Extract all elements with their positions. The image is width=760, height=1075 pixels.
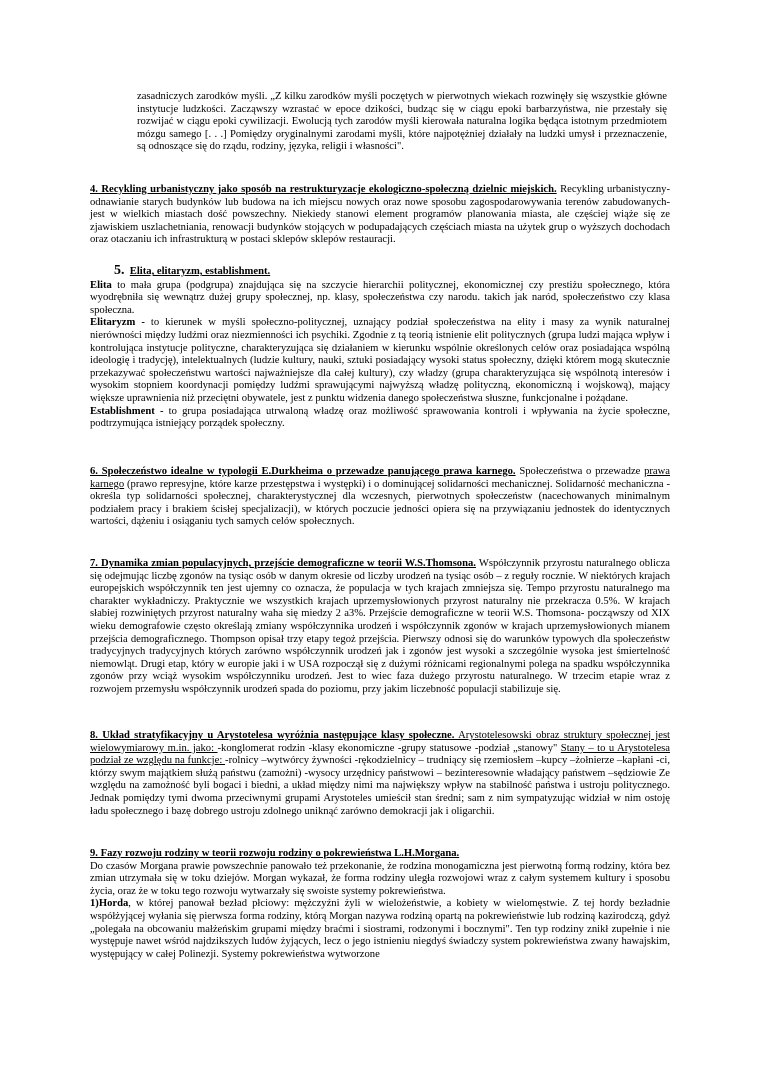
- section-5-number: 5.: [114, 263, 125, 278]
- elitaryzm-paragraph: [90, 317, 670, 405]
- section-6-body-2: (prawo represyjne, które karze przestępstwa i występki) i o dominującej solidarności mechanicznej. Solidarność mechaniczna - określa typ solidarności społecznej, charakterystycznej dla wczesnych, pierwotnych społeczeństw (nacechowanych minimalnym podziałem pracy i brakiem ścisłej specjalizacji), w których poczucie jedności opiera się na przywiązaniu jednostek do identycznych wartości, dążeniu i osiąganiu tych samych celów społecznych.: [90, 478, 670, 528]
- section-7-paragraph: [90, 558, 670, 697]
- section-8-heading: 8. Układ stratyfikacyjny u Arystotelesa wyróżnia następujące klasy społeczne.: [90, 730, 455, 741]
- elita-paragraph: [90, 280, 670, 318]
- establishment-paragraph: [90, 406, 670, 431]
- elita-term: Elita: [90, 279, 112, 291]
- horda-term: 1)Horda: [90, 898, 129, 910]
- prawa-karnego-link[interactable]: prawa karnego: [90, 466, 670, 490]
- morgan-quote-paragraph: zasadniczych zarodków myśli. „Z kilku zarodków myśli poczętych w pierwotnych wiekach rozwinęły się wszystkie główne instytucje ludzkości. Zacząwszy wzrastać w epoce dzikości, budząc się w ciągu epoki barbarzyństwa, nie przestały się rozwijać w ciągu epoki cywilizacji. Ewolucją tych zarodów myśli kierowała naturalna logika będąca istotnym przedmiotem mózgu samego [. . .] Pomiędzy oryginalnymi zarodami myśli, które najpotężniej działały na ludzki umysł i przeznaczenie, są odnoszące się do rządu, rodziny, języka, religii i własności".: [137, 91, 667, 153]
- section-5: [90, 265, 670, 431]
- elita-body: to mała grupa (podgrupa) znajdująca się na szczycie hierarchii politycznej, ekonomicznej czy prestiżu społecznego, która wyodrębniła się wewnątrz dużej grupy społecznej, np. klasy, społeczeństwa czy narodu. takich jak naród, społeczeństwo czy klasa społeczna.: [90, 279, 670, 316]
- section-4: [90, 184, 670, 247]
- section-4-paragraph: [90, 184, 670, 247]
- section-9-heading-line: [90, 848, 670, 861]
- section-9: [90, 848, 670, 961]
- horda-paragraph: [90, 898, 670, 961]
- section-7-heading: 7. Dynamika zmian populacyjnych, przejście demograficzne w teorii W.S.Thomsona.: [90, 558, 476, 569]
- section-5-title: [90, 265, 670, 279]
- section-6: [90, 466, 670, 529]
- establishment-body: to grupa posiadająca utrwaloną władzę oraz możliwość sprawowania kontroli i wpływania na życie społeczne, podtrzymująca istniejący porządek społeczny.: [90, 405, 671, 430]
- horda-body: , w której panował bezład płciowy: mężczyźni żyli w wielożeństwie, a kobiety w wielomęstwie. Z tej hordy bezładnie współżyjącej wyłania się pierwsza forma rodziny, którą Morgan nazywa rodziną opartą na pokrewieństwie lub rodziną kazirodczą, gdyż „polegała na obcowaniu małżeńskim grupami między braćmi i siostrami, rodzonymi i bocznymi". Ten typ rodziny znikł zupełnie i nie występuje nawet wśród najdzikszych ludów żyjących, lecz o jego istnieniu niegdyś świadczy system pokrewieństwa zwany hawajskim, występujący w całej Polinezji. Systemy pokrewieństwa wytworzone: [90, 898, 670, 960]
- section-4-heading: 4. Recykling urbanistyczny jako sposób na restrukturyzacje ekologiczno-społeczną dzielnic miejskich.: [90, 184, 557, 195]
- section-8-body-1: -konglomerat rodzin -klasy ekonomiczne -grupy statusowe -podział „stanowy": [217, 742, 561, 754]
- section-9-intro: Do czasów Morgana prawie powszechnie panowało też przekonanie, że rodzina monogamiczna jest pierwotną formą rodziny, która bez zmian utrzymała się w toku dziejów. Morgan wykazał, że forma rodziny uległa rozwojowi wraz z całym systemem kultury i sposobu życia, oraz że w toku tego rozwoju wytwarzały się swoiste systemy pokrewieństwa.: [90, 860, 670, 897]
- section-8-paragraph: [90, 730, 670, 818]
- section-5-heading: Elita, elitaryzm, establishment.: [129, 266, 271, 277]
- section-6-paragraph: [90, 466, 670, 529]
- section-9-heading: 9. Fazy rozwoju rodziny w teorii rozwoju rodziny o pokrewieństwa L.H.Morgana.: [90, 848, 460, 859]
- section-7: [90, 558, 670, 697]
- section-6-body-1: Społeczeństwa o przewadze: [515, 466, 645, 477]
- section-8: [90, 730, 670, 818]
- elitaryzm-term: Elitaryzm -: [90, 317, 145, 329]
- section-8-underlined-stany: Stany – to u Arystotelesa podział ze względu na funkcje:: [90, 742, 670, 767]
- establishment-term: Establishment -: [90, 405, 164, 417]
- section-8-body-2: -rolnicy –wytwórcy żywności -rękodzielnicy – trudniący się rzemiosłem –kupcy –żołnierze –kapłani -ci, którzy swym majątkiem służą państwu (zamożni) -wysocy urzędnicy państwowi – bezinteresownie władający państwem –sędziowie Ze względu na zamożność byli bogaci i biedni, a układ między nimi ma największy wpływ na stabilność państwa i ustroju politycznego. Jednak pomiędzy tymi dwoma przeciwnymi grupami Arystoteles umieścił stan średni; sam z nim sympatyzując widział w nim ostoję ładu społecznego i bazę dobrego ustroju zdolnego uniknąć zarówno demokracji jak i oligarchii.: [90, 755, 670, 817]
- section-8-underlined-intro: Arystotelesowski obraz struktury społecznej jest wielowymiarowy m.in. jako:: [90, 730, 671, 754]
- section-7-body: Współczynnik przyrostu naturalnego oblicza się odejmując liczbę zgonów na tysiąc osób w danym okresie od liczby urodzeń na tysiąc osób – z reguły rocznie. W niektórych krajach europejskich współczynnik ten jest ujemny co oznacza, że populacja w tych krajach zmniejsza się. Tempo przyrostu naturalnego ma charakter wykładniczy. Praktycznie we wszystkich krajach uprzemysłowionych przyrost naturalny nie przekracza 0.5%. W krajach słabiej rozwiniętych przyrost naturalny waha się miedzy 2 a3%. Przejście demograficzne w teorii W.S. Thomsona- począwszy od XIX wieku demografowie często określają zmiany współczynnika urodzeń i współczynnik zgonów w krajach uprzemysłowionych mianem przejścia demograficznego. Thompson opisał trzy etapy tegoż przejścia. Pierwszy odnosi się do warunków typowych dla społeczeństw tradycyjnych tradycyjnych których zarówno współczynnik urodzeń jak i zgonów jest wysoki a szczególnie wysoka jest śmiertelność niemowląt. Drugi etap, który w europie jaki i w USA rozpoczął się z dużymi różnicami regionalnymi polega na spadku współczynnika zgonów przy wciąż wysokim współczynniku urodzeń. Jest to wiec faza dużego przyrostu naturalnego. W trzecim etapie wraz z rozwojem przemysłu współczynnik urodzeń spada do poziomu, przy jakim liczebność populacji stabilizuje się.: [90, 558, 670, 695]
- section-4-body: Recykling urbanistyczny- odnawianie starych budynków lub budowa na ich miejscu nowych oraz nowe sposobu zagospodarowywania terenów zabudowanych- jest w wielkich miastach dość powszechny. Niekiedy stanowi element programów planowania miasta, ale częściej wiąże się ze zjawiskiem uszlachetniania, renowacji budynków stojących w podupadających częściach miasta na użytek grup o wyższych dochodach oraz otaczaniu ich infrastrukturą w postaci sklepów sklepów restauracji.: [90, 184, 670, 246]
- elitaryzm-body: to kierunek w myśli społeczno-politycznej, uznający podział społeczeństwa na elity i masy za wynik naturalnej nierówności między ludźmi oraz niezmienności ich psychiki. Zgodnie z tą teorią istnienie elit politycznych (grupa ludzi mająca wpływ i kontrolująca instytucje polityczne, charakteryzująca się działaniem w kierunku wspólnie określonych celów oraz posiadająca wspólną ideologię i tradycję), intelektualnych (ludzie kultury, nauki, sztuki posiadający wysoki status społeczny, dzięki którem mogą skutecznie przekazywać społeczeństwu wartości najważniejsze dla całej kultury), czy władzy (grupa charakteryzująca się wspólnotą interesów i wysokim stopniem koordynacji pomiędzy ludźmi sprawującymi najwyższą władzę polityczną, ekonomiczną i wojskową), mający większe uprawnienia niż przeciętni obywatele, jest z punktu widzenia danego społeczeństwa słuszne, funkcjonalne i pożądane.: [90, 317, 670, 404]
- section-6-heading: 6. Społeczeństwo idealne w typologii E.Durkheima o przewadze panującego prawa karnego.: [90, 466, 516, 477]
